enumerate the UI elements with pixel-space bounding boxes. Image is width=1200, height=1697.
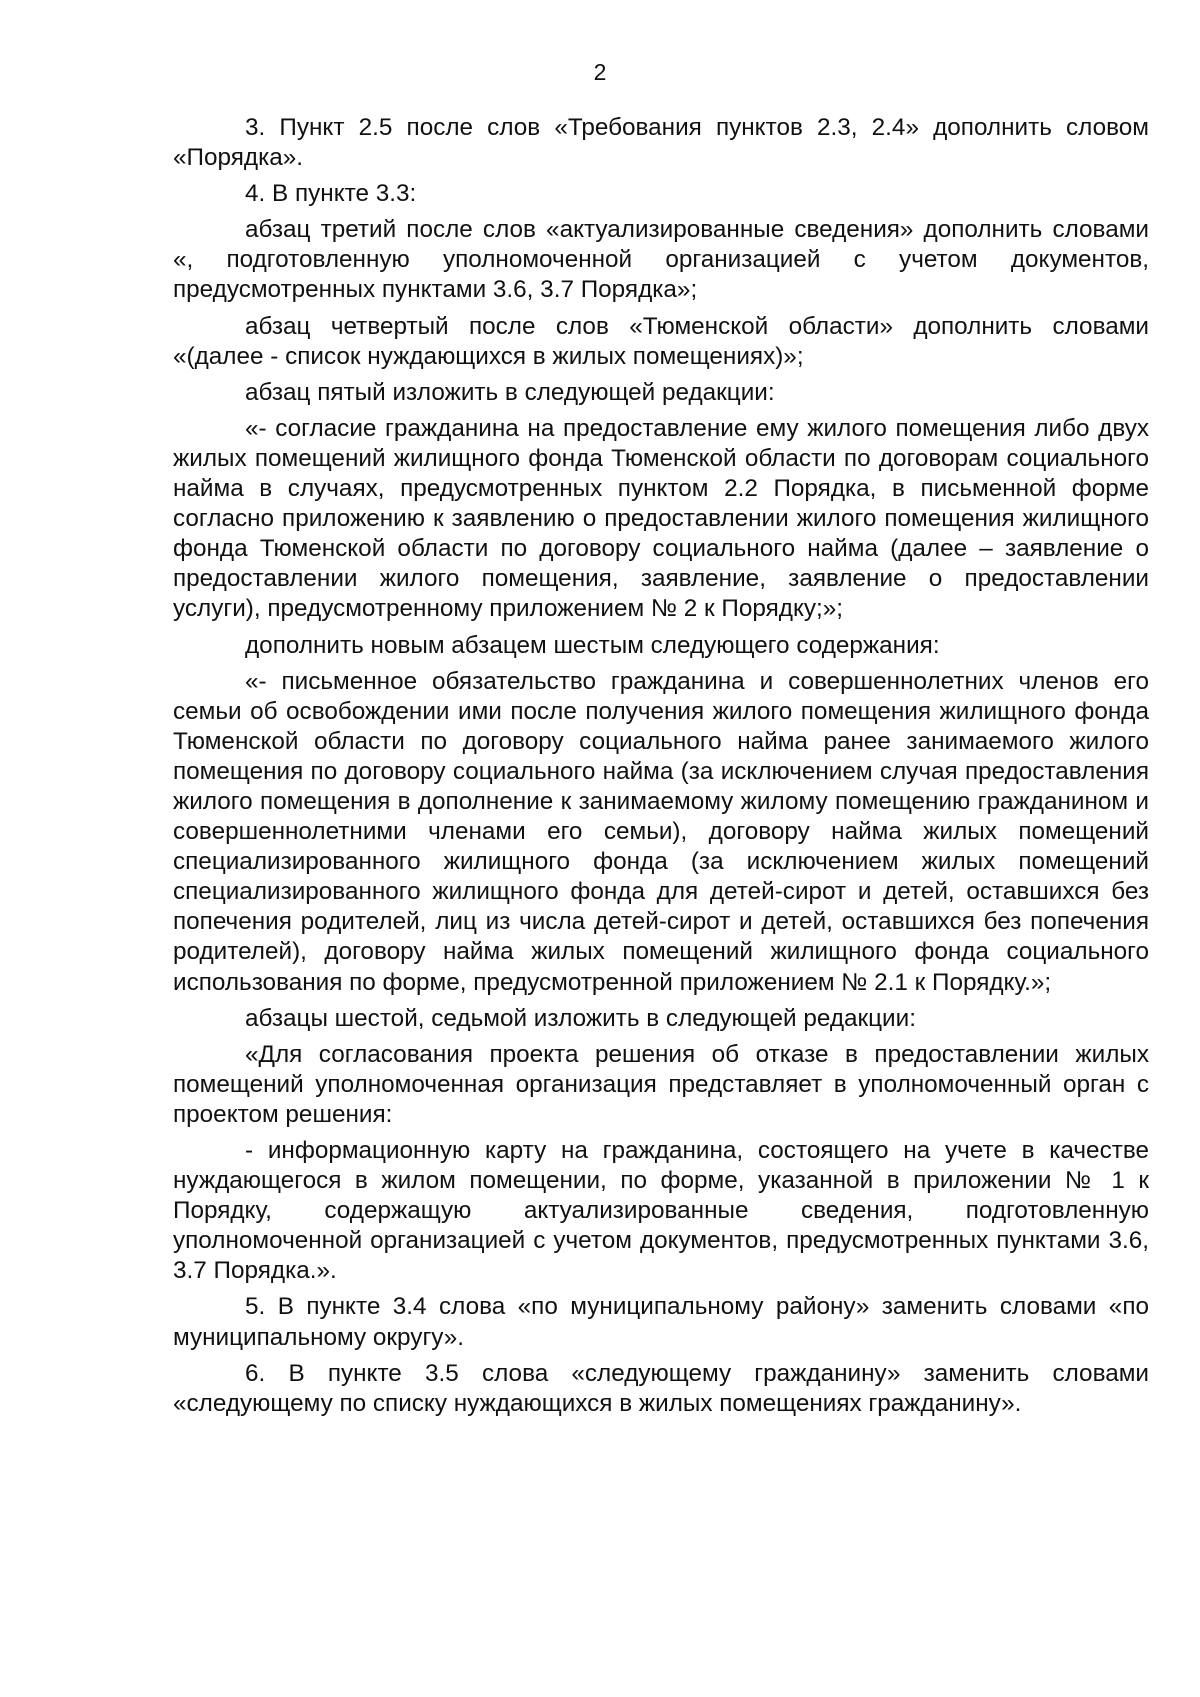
paragraph-abzac-6-intro: дополнить новым абзацем шестым следующего содержания: [245, 631, 940, 659]
paragraph-abzac-6-7-intro: абзацы шестой, седьмой изложить в следующей редакции: [245, 1004, 916, 1032]
paragraph-item-3: 3. Пункт 2.5 после слов «Требования пунктов 2.3, 2.4» дополнить словом «Порядка». [173, 114, 1149, 172]
paragraph-item-6: 6. В пункте 3.5 слова «следующему гражданину» заменить словами «следующему по списку нуждающихся в жилых помещениях гражданину». [173, 1359, 1149, 1417]
paragraph-abzac-5-text: «- согласие гражданина на предоставление ему жилого помещения либо двух жилых помещений жилищного фонда Тюменской области по договорам социального найма в случаях, предусмотренных пунктом 2.2 Порядка, в письменной форме согласно приложению к заявлению о предоставлении жилого помещения жилищного фонда Тюменской области по договору социального найма (далее – заявление о предоставлении жилого помещения, заявление, заявление о предоставлении услуги), предусмотренному приложением № 2 к Порядку;»; [173, 414, 1149, 623]
paragraph-abzac-4: абзац четвертый после слов «Тюменской области» дополнить словами «(далее - список нуждающихся в жилых помещениях)»; [173, 312, 1149, 370]
paragraph-item-4: 4. В пункте 3.3: [245, 180, 417, 208]
paragraph-info-card: - информационную карту на гражданина, состоящего на учете в качестве нуждающегося в жилом помещении, по форме, указанной в приложении № 1 к Порядку, содержащую актуализированные сведения, подготовленную уполномоченной организацией с учетом документов, предусмотренных пунктами 3.6, 3.7 Порядка.». [173, 1137, 1149, 1285]
document-body [173, 113, 1149, 1425]
paragraph-abzac-6-7-text: «Для согласования проекта решения об отказе в предоставлении жилых помещений уполномоченная организация представляет в уполномоченный орган с проектом решения: [173, 1040, 1149, 1128]
paragraph-item-5: 5. В пункте 3.4 слова «по муниципальному району» заменить словами «по муниципальному округу». [173, 1293, 1149, 1351]
page-number: 2 [593, 59, 607, 85]
paragraph-abzac-6-text: «- письменное обязательство гражданина и совершеннолетних членов его семьи об освобождении ими после получения жилого помещения жилищного фонда Тюменской области по договору социального найма ранее занимаемого жилого помещения по договору социального найма (за исключением случая предоставления жилого помещения в дополнение к занимаемому жилому помещению гражданином и совершеннолетними членами его семьи), договору найма жилых помещений специализированного жилищного фонда (за исключением жилых помещений специализированного жилищного фонда для детей-сирот и детей, оставшихся без попечения родителей, лиц из числа детей-сирот и детей, оставшихся без попечения родителей), договору найма жилых помещений жилищного фонда социального использования по форме, предусмотренной приложением № 2.1 к Порядку.»; [173, 667, 1149, 996]
paragraph-abzac-3: абзац третий после слов «актуализированные сведения» дополнить словами «, подготовленную уполномоченной организацией с учетом документов, предусмотренных пунктами 3.6, 3.7 Порядка»; [173, 216, 1149, 304]
paragraph-abzac-5-intro: абзац пятый изложить в следующей редакции: [245, 378, 775, 406]
